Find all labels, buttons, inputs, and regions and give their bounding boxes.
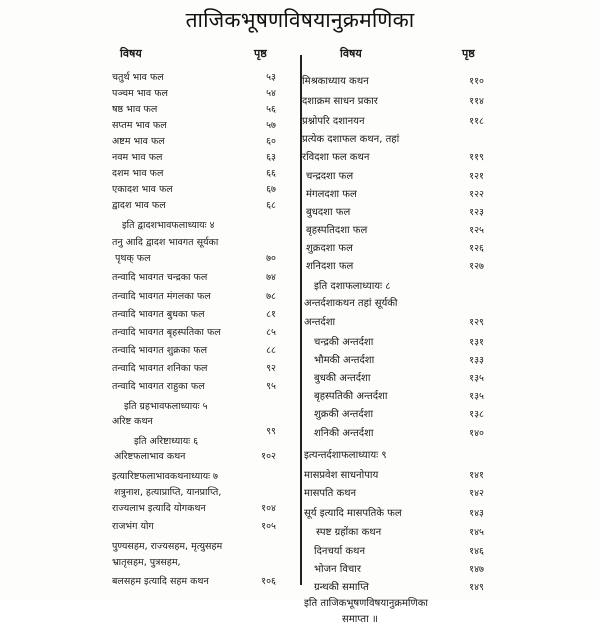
entry-page-number: ७४ bbox=[266, 272, 276, 283]
entry-subject: भोजन विचार bbox=[314, 564, 361, 575]
entry-subject: भौमकी अन्तर्दशा bbox=[314, 355, 375, 366]
subject-header: विषय bbox=[120, 47, 142, 60]
entry-page-number: ७८ bbox=[266, 291, 276, 302]
entry-subject: बृहस्पतिदशा फल bbox=[306, 225, 368, 236]
entry-page-number: १०५ bbox=[261, 521, 276, 532]
entry-subject: पुण्यसहम, राज्यसहम, मृत्युसहम bbox=[112, 541, 223, 552]
entry-subject: समाप्ता ॥ bbox=[342, 614, 378, 625]
entry-subject: तन्वादि भावगत चन्द्रका फल bbox=[112, 272, 208, 283]
entry-page-number: ८५ bbox=[266, 327, 276, 338]
entry-subject: बुधदशा फल bbox=[306, 207, 351, 218]
entry-page-number: ११८ bbox=[469, 116, 484, 127]
entry-subject: इत्यारिष्टफलाभावकथनाध्यायः ७ bbox=[112, 471, 218, 482]
entry-subject: चन्द्रकी अन्तर्दशा bbox=[314, 337, 374, 348]
entry-page-number: १४७ bbox=[469, 564, 484, 575]
entry-subject: इति अरिष्टाध्यायः ६ bbox=[134, 436, 199, 447]
entry-page-number: ६८ bbox=[266, 200, 276, 211]
entry-page-number: १४६ bbox=[469, 546, 484, 557]
entry-page-number: ६० bbox=[266, 136, 276, 147]
entry-subject: इति ताजिकभूषणविषयानुक्रमणिका bbox=[304, 598, 429, 609]
entry-page-number: १४२ bbox=[469, 488, 484, 499]
entry-subject: पञ्चम भाव फल bbox=[112, 88, 168, 99]
entry-page-number: १०६ bbox=[261, 576, 276, 587]
entry-subject: रविदशा फल कथन bbox=[302, 152, 370, 163]
entry-subject: अन्तर्दशा bbox=[304, 317, 336, 328]
page-header: पृष्ठ bbox=[462, 47, 475, 60]
right-column bbox=[302, 42, 502, 625]
entry-subject: पृथक् फल bbox=[115, 253, 151, 264]
entry-subject: शुक्रदशा फल bbox=[306, 243, 353, 254]
entry-subject: तन्वादि भावगत बुधका फल bbox=[112, 309, 205, 320]
entry-page-number: ६७ bbox=[266, 184, 276, 195]
entry-page-number: १२६ bbox=[469, 243, 484, 254]
entry-subject: दिनचर्या कथन bbox=[314, 546, 365, 557]
left-column bbox=[112, 42, 307, 587]
entry-page-number: १०४ bbox=[261, 503, 276, 514]
entry-subject: सप्तम भाव फल bbox=[112, 120, 167, 131]
entry-page-number: १३५ bbox=[469, 373, 484, 384]
right-column-header bbox=[302, 42, 502, 62]
entry-page-number: १४० bbox=[469, 428, 484, 439]
entry-subject: अन्तर्दशाकथन तहां सूर्यकी bbox=[304, 298, 398, 309]
left-column-header bbox=[112, 42, 307, 62]
entry-subject: तन्वादि भावगत मंगलका फल bbox=[112, 291, 211, 302]
entry-subject: स्पष्ट ग्रहोंका कथन bbox=[316, 527, 382, 538]
entry-subject: तन्वादि भावगत शुक्रका फल bbox=[112, 345, 208, 356]
entry-subject: षष्ठ भाव फल bbox=[112, 104, 158, 115]
entry-page-number: १२५ bbox=[469, 225, 484, 236]
entry-subject: सूर्य इत्यादि मासपतिके फल bbox=[304, 508, 402, 519]
entry-subject: बलसहम इत्यादि सहम कथन bbox=[112, 576, 209, 587]
entry-subject: तन्वादि भावगत बृहस्पतिका फल bbox=[112, 327, 221, 338]
entry-page-number: ११० bbox=[469, 76, 484, 87]
entry-subject: इति दशाफलाध्यायः ८ bbox=[314, 281, 391, 292]
entry-page-number: १४३ bbox=[469, 508, 484, 519]
entry-subject: इति ग्रहभावफलाध्यायः ५ bbox=[124, 401, 208, 412]
entry-subject: भ्रातृसहम, पुत्रसहम, bbox=[112, 557, 181, 568]
entry-subject: बृहस्पतिकी अन्तर्दशा bbox=[314, 391, 388, 402]
entry-page-number: ११९ bbox=[469, 152, 484, 163]
entry-subject: राज्यलाभ इत्यादि योगकथन bbox=[112, 503, 206, 514]
entry-page-number: १२२ bbox=[469, 189, 484, 200]
entry-subject: अष्टम भाव फल bbox=[112, 136, 165, 147]
entry-page-number: ६६ bbox=[266, 168, 276, 179]
entry-subject: चतुर्थ भाव फल bbox=[112, 72, 164, 83]
subject-header: विषय bbox=[340, 47, 362, 60]
entry-subject: अरिष्ट कथन bbox=[112, 416, 153, 427]
entry-subject: एकादश भाव फल bbox=[112, 184, 173, 195]
entry-subject: दशम भाव फल bbox=[112, 168, 164, 179]
entry-subject: शनिकी अन्तर्दशा bbox=[314, 428, 374, 439]
entry-page-number: ५४ bbox=[266, 88, 276, 99]
entry-page-number: १२३ bbox=[469, 207, 484, 218]
entry-page-number: ६३ bbox=[266, 152, 276, 163]
entry-page-number: ९९ bbox=[266, 426, 276, 437]
entry-page-number: १४५ bbox=[469, 527, 484, 538]
entry-page-number: ७० bbox=[266, 253, 276, 264]
entry-subject: मिश्रकाध्याय कथन bbox=[302, 76, 369, 87]
entry-page-number: ५३ bbox=[266, 72, 276, 83]
entry-subject: ग्रन्थकी समाप्ति bbox=[314, 582, 369, 593]
entry-subject: मासपति कथन bbox=[304, 488, 357, 499]
entry-page-number: १३८ bbox=[469, 409, 484, 420]
entry-page-number: ९२ bbox=[266, 363, 276, 374]
entry-page-number: १२९ bbox=[469, 317, 484, 328]
entry-subject: दशाक्रम साधन प्रकार bbox=[302, 96, 378, 107]
entry-page-number: १३३ bbox=[469, 355, 484, 366]
entry-subject: इत्यन्तर्दशाफलाध्यायः ९ bbox=[304, 450, 387, 461]
entry-subject: मंगलदशा फल bbox=[306, 189, 357, 200]
entry-subject: प्रश्नोपरि दशानयन bbox=[302, 116, 365, 127]
entry-page-number: ९५ bbox=[266, 381, 276, 392]
entry-subject: चन्द्रदशा फल bbox=[306, 171, 354, 182]
entry-page-number: १२७ bbox=[469, 261, 484, 272]
page-title: ताजिकभूषणविषयानुक्रमणिका bbox=[185, 8, 415, 32]
entry-subject: शत्रुनाश, हत्याप्राप्ति, यानप्राप्ति, bbox=[114, 487, 222, 498]
entry-page-number: ८१ bbox=[266, 309, 276, 320]
entry-subject: नवम भाव फल bbox=[112, 152, 163, 163]
entry-subject: बुधकी अन्तर्दशा bbox=[314, 373, 371, 384]
entry-subject: द्वादश भाव फल bbox=[112, 200, 166, 211]
entry-page-number: ५६ bbox=[266, 104, 276, 115]
entry-page-number: १३१ bbox=[469, 337, 484, 348]
entry-page-number: १०२ bbox=[261, 451, 276, 462]
entry-subject: शनिदशा फल bbox=[306, 261, 354, 272]
entry-subject: शुक्रकी अन्तर्दशा bbox=[314, 409, 374, 420]
entry-subject: तन्वादि भावगत राहुका फल bbox=[112, 381, 205, 392]
entry-page-number: ११४ bbox=[469, 96, 484, 107]
entry-subject: तनु आदि द्वादश भावगत सूर्यका bbox=[112, 237, 219, 248]
entry-page-number: १३५ bbox=[469, 391, 484, 402]
entry-subject: राजभंग योग bbox=[112, 521, 154, 532]
entry-subject: तन्वादि भावगत शनिका फल bbox=[112, 363, 208, 374]
entry-subject: इति द्वादशभावफलाध्यायः ४ bbox=[122, 220, 215, 231]
page-header: पृष्ठ bbox=[254, 47, 267, 60]
entry-subject: प्रत्येक दशाफल कथन, तहां bbox=[302, 134, 400, 145]
entry-page-number: ५७ bbox=[266, 120, 276, 131]
entry-page-number: १२१ bbox=[469, 171, 484, 182]
entry-page-number: ८८ bbox=[266, 345, 276, 356]
entry-page-number: १४१ bbox=[469, 470, 484, 481]
entry-subject: मासप्रवेश साधनोपाय bbox=[304, 470, 379, 481]
entry-subject: अरिष्टफलाभाव कथन bbox=[114, 451, 186, 462]
entry-page-number: १४९ bbox=[469, 582, 484, 593]
